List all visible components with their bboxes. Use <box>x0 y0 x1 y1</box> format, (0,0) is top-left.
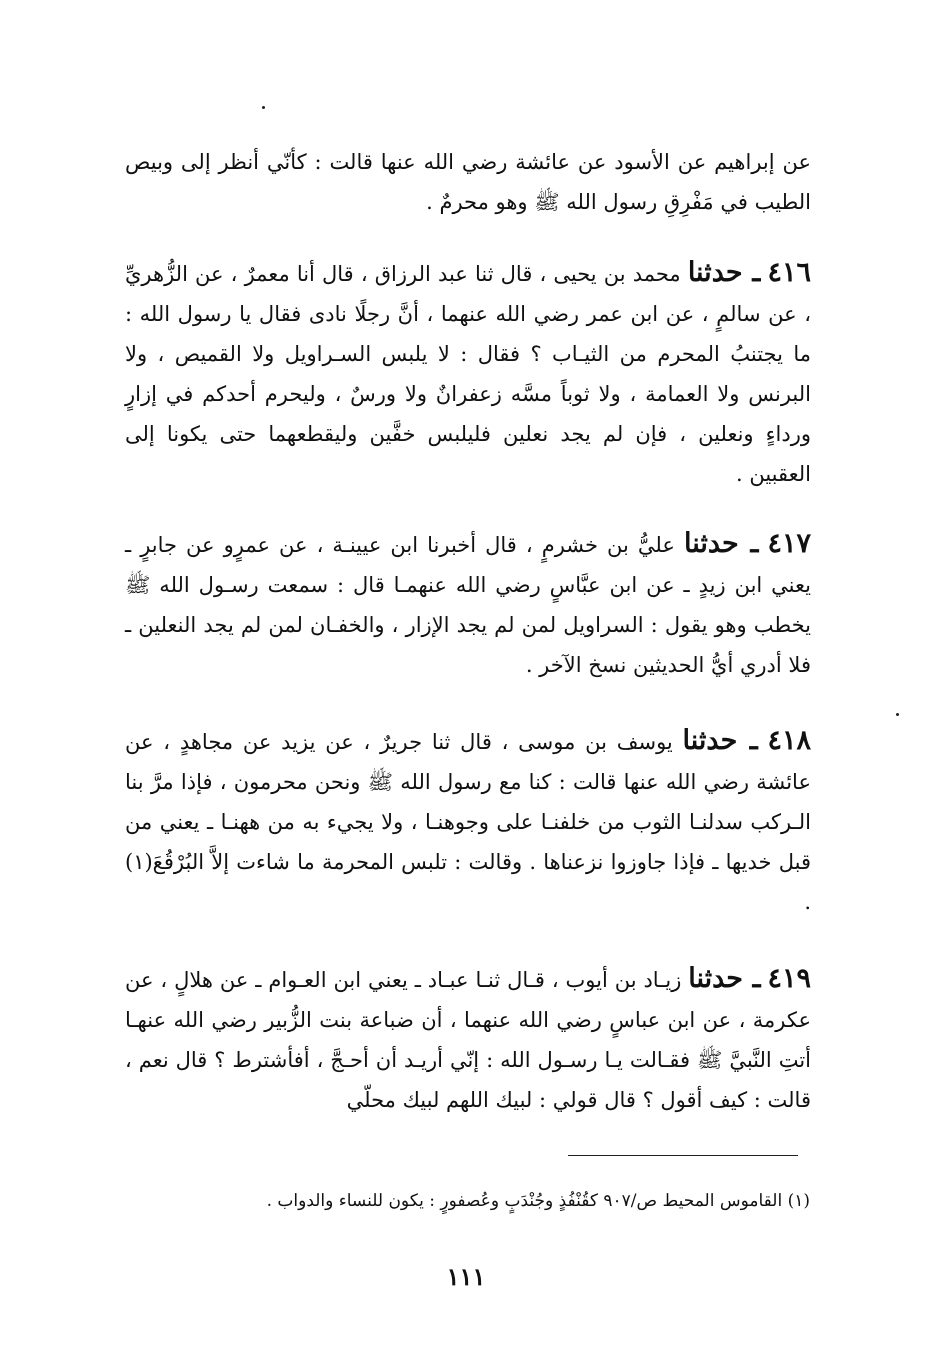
hadith-text: يوسف بن موسى ، قال ثنا جريرٌ ، عن يزيد عن مجاهدٍ ، عن عائشة رضي الله عنها قالت : كنا مع رسول الله ﷺ ونحن محرمون ، فإذا مرَّ بنا الـركب سدلنـا الثوب من خلفنـا على وجوهنـا ، ولا يجيء به من ههنـا ـ يعني من قبل خديها ـ فإذا جاوزوا نزعناها . وقالت : تلبس المحرمة ما شاءت إلاَّ البُرْقُعَ(١) . <box>125 730 811 914</box>
hadith-416 <box>125 253 811 494</box>
hadith-419 <box>125 959 811 1120</box>
hadith-keyword: ـ حدثنا <box>688 963 761 994</box>
hadith-keyword: ـ حدثنا <box>682 725 758 756</box>
footnote <box>180 1186 810 1216</box>
footnote-separator <box>568 1155 798 1156</box>
hadith-number: ٤١٦ <box>767 257 811 288</box>
continuation-paragraph <box>125 142 811 222</box>
hadith-418 <box>125 721 811 922</box>
hadith-417 <box>125 524 811 685</box>
hadith-keyword: ـ حدثنا <box>683 528 759 559</box>
hadith-text: زيـاد بن أيوب ، قـال ثنـا عبـاد ـ يعني ابن العـوام ـ عن هلالٍ ، عن عكرمة ، عن ابن عباسٍ رضي الله عنهما ، أن ضباعة بنت الزُّبير رضي الله عنهـا أتتِ النَّبيَّ ﷺ فقـالت يـا رسـول الله : إنّي أريـد أن أحـجَّ ، أفأشترط ؟ قال نعم ، قالت : كيف أقول ؟ قال قولي : لبيك اللهم لبيك محلّي <box>125 968 811 1112</box>
hadith-number: ٤١٨ <box>767 725 811 756</box>
scan-speck <box>262 106 265 109</box>
hadith-text: عليُّ بن خشرمٍ ، قال أخبرنا ابن عيينـة ، عن عمرٍو عن جابرٍ ـ يعني ابن زيدٍ ـ عن ابن عبَّاسٍ رضي الله عنهمـا قال : سمعت رسـول الله ﷺ يخطب وهو يقول : السراويل لمن لم يجد الإزار ، والخفـان لمن لم يجد النعلين ـ فلا أدري أيُّ الحديثين نسخ الآخر . <box>125 533 811 677</box>
continuation-text: عن إبراهيم عن الأسود عن عائشة رضي الله عنها قالت : كأنّي أنظر إلى وبيص الطيب في مَفْرِقِ رسول الله ﷺ وهو محرمٌ . <box>125 150 811 214</box>
page-number: ١١١ <box>446 1262 486 1291</box>
scan-speck <box>896 713 899 716</box>
hadith-text: محمد بن يحيى ، قال ثنا عبد الرزاق ، قال أنا معمرٌ ، عن الزُّهريِّ ، عن سالمٍ ، عن ابن عمر رضي الله عنهما ، أنَّ رجلًا نادى فقال يا رسول الله : ما يجتنبُ المحرم من الثيـاب ؟ فقال : لا يلبس السـراويل ولا القميص ، ولا البرنس ولا العمامة ، ولا ثوباً مسَّه زعفرانٌ ولا ورسٌ ، وليحرم أحدكم في إزارٍ ورداءٍ ونعلين ، فإن لم يجد نعلين فليلبس خفَّين وليقطعهما حتى يكونا إلى العقبين . <box>125 262 811 486</box>
hadith-number: ٤١٩ <box>767 963 811 994</box>
footnote-text: (١) القاموس المحيط ص/٩٠٧ كقُنْفُذٍ وجُنْدَبٍ وعُصفورٍ : يكون للنساء والدواب . <box>266 1191 810 1211</box>
hadith-keyword: ـ حدثنا <box>687 257 761 288</box>
hadith-number: ٤١٧ <box>767 528 811 559</box>
